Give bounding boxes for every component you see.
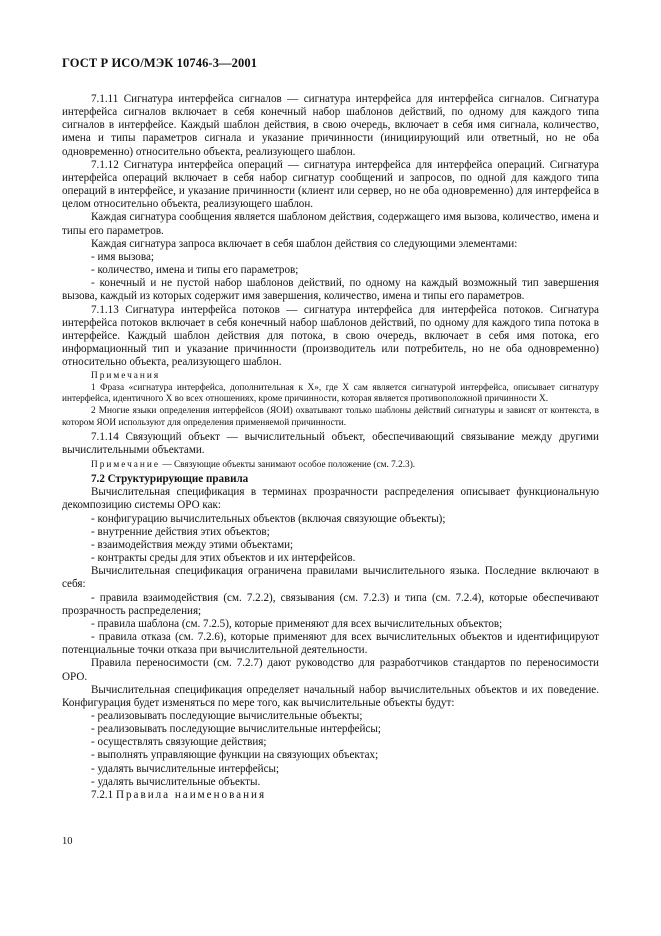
note-1: 1 Фраза «сигнатура интерфейса, дополнительная к X», где X сам является сигнатурой интерфейса, описывает сигнатуру интерфейса, идентичного X во всех отношениях, кроме причинности, которая является противоположной причинности X. — [62, 382, 599, 405]
list-item: - внутренние действия этих объектов; — [91, 525, 270, 538]
paragraph-message-signature: Каждая сигнатура сообщения является шаблоном действия, содержащего имя вызова, количество, имена и типы его параметров. — [62, 211, 599, 237]
list-item: - выполнять управляющие функции на связующих объектах; — [91, 749, 379, 762]
notes-title: Примечания — [91, 371, 161, 382]
section-7-2-1-number: 7.2.1 — [91, 788, 114, 801]
list-item: - удалять вычислительные объекты. — [91, 775, 261, 788]
section-7-2-heading: 7.2 Структурирующие правила — [91, 473, 249, 486]
list-item: - осуществлять связующие действия; — [91, 736, 267, 749]
page-number: 10 — [62, 836, 73, 847]
list-item: - реализовывать последующие вычислительные объекты; — [91, 709, 363, 722]
paragraph-initial-configuration: Вычислительная спецификация определяет начальный набор вычислительных объектов и их поведение. Конфигурация будет изменяться по мере того, как вычислительные объекты будут: — [62, 683, 599, 709]
paragraph-portability-rules: Правила переносимости (см. 7.2.7) дают руководство для разработчиков стандартов по переносимости ОРО. — [62, 657, 599, 683]
list-item: - реализовывать последующие вычислительные интерфейсы; — [91, 723, 381, 736]
list-item: - правила взаимодействия (см. 7.2.2), связывания (см. 7.2.3) и типа (см. 7.2.4), которые обеспечивают прозрачность распределения; — [62, 591, 599, 617]
list-item: - конфигурацию вычислительных объектов (включая связующие объекты); — [91, 512, 446, 525]
section-7-2-1-heading — [62, 789, 599, 802]
list-item: - конечный и не пустой набор шаблонов действий, по одному на каждый возможный тип завершения вызова, каждый из которых содержит имя завершения, количество, имена и типы его параметров. — [62, 277, 599, 303]
list-item: - имя вызова; — [91, 250, 154, 263]
paragraph-7-1-11: 7.1.11 Сигнатура интерфейса сигналов — сигнатура интерфейса для интерфейса сигналов. Сигнатура интерфейса сигналов включает в себя конечный набор шаблонов действий, по одному для каждого типа сигналов в интерфейсе. Каждый шаблон действия, в свою очередь, включает в себя имя сигнала, количество, имена и типы параметров сигнала и указание причинности (инициирующий или ответный, но не оба одновременно) относительно объекта, реализующего шаблон. — [62, 93, 599, 158]
document-page — [62, 56, 599, 802]
paragraph-request-signature: Каждая сигнатура запроса включает в себя шаблон действия со следующими элементами: — [91, 237, 518, 250]
paragraph-7-1-14: 7.1.14 Связующий объект — вычислительный объект, обеспечивающий связывание между другими вычислительными объектами. — [62, 431, 599, 457]
note-3-label: Примечание — [91, 459, 160, 470]
section-7-2-1-title: Правила наименования — [115, 788, 267, 801]
paragraph-language-rules: Вычислительная спецификация ограничена правилами вычислительного языка. Последние включают в себя: — [62, 565, 599, 591]
paragraph-7-1-13: 7.1.13 Сигнатура интерфейса потоков — сигнатура интерфейса для интерфейса потоков. Сигнатура интерфейса потоков включает в себя конечный набор шаблонов действий, по одному для каждого типа потока в интерфейсе. Каждый шаблон действия для потока, в свою очередь, включает в себя имя потока, его информационный тип и указание причинности (производитель или потребитель, но не оба одновременно) относительно объекта, реализующего шаблон. — [62, 303, 599, 369]
document-header: ГОСТ Р ИСО/МЭК 10746-3—2001 — [62, 56, 258, 70]
list-item: - удалять вычислительные интерфейсы; — [91, 762, 280, 775]
note-3-text: — Связующие объекты занимают особое положение (см. 7.2.3). — [162, 459, 416, 470]
list-item: - количество, имена и типы его параметров; — [91, 264, 299, 277]
paragraph-7-1-12: 7.1.12 Сигнатура интерфейса операций — сигнатура интерфейса для интерфейса операций. Сигнатура интерфейса операций включает в себя набор сигнатур сообщений и запросов, по одной для каждого типа операций в интерфейсе, и указание причинности (клиент или сервер, но не оба одновременно) для интерфейса в целом относительно объекта, реализующего шаблон. — [62, 158, 599, 211]
note-2: 2 Многие языки определения интерфейсов (ЯОИ) охватывают только шаблоны действий сигнатуры и зависят от контекста, в котором ЯОИ используют для определения применяемой причинности. — [62, 406, 599, 428]
paragraph-computational-spec: Вычислительная спецификация в терминах прозрачности распределения описывает функциональную декомпозицию системы ОРО как: — [62, 486, 599, 512]
list-item: - взаимодействия между этими объектами; — [91, 538, 294, 551]
list-item: - правила отказа (см. 7.2.6), которые применяют для всех вычислительных объектов и идентифицируют потенциальные точки отказа при вычислительной деятельности. — [62, 631, 599, 657]
list-item: - правила шаблона (см. 7.2.5), которые применяют для всех вычислительных объектов; — [91, 617, 503, 630]
list-item: - контракты среды для этих объектов и их интерфейсов. — [91, 552, 356, 565]
note-3 — [62, 460, 599, 472]
